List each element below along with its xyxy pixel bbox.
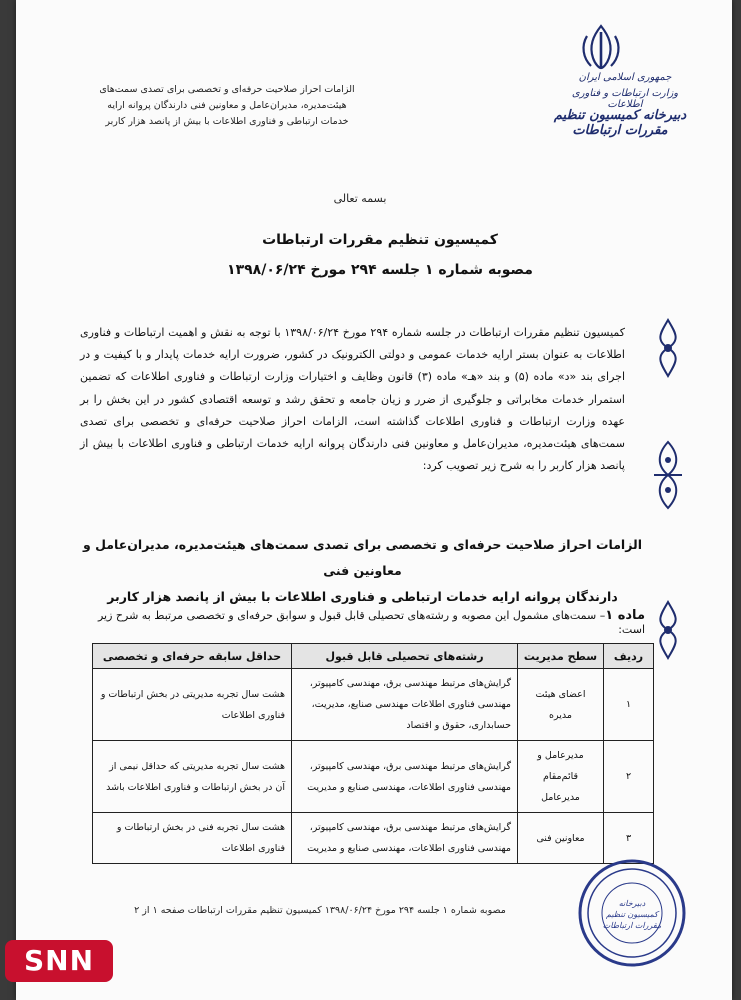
gov-line-secretariat: دبیرخانه کمیسیون تنظیم مقررات ارتباطات bbox=[553, 108, 687, 138]
seal-text bbox=[596, 898, 668, 931]
header-note-line: هیئت‌مدیره، مدیران‌عامل و معاونین فنی دارندگان پروانه ارایه bbox=[107, 100, 347, 111]
gov-line-ministry: وزارت ارتباطات و فناوری اطلاعات bbox=[571, 88, 679, 110]
cell-level: مدیرعامل و قائم‌مقام مدیرعامل bbox=[518, 741, 604, 813]
cell-experience: هشت سال تجربه فنی در بخش ارتباطات و فناوری اطلاعات bbox=[93, 813, 292, 864]
cell-row-num: ۲ bbox=[604, 741, 654, 813]
cell-level: اعضای هیئت مدیره bbox=[518, 669, 604, 741]
cell-experience: هشت سال تجربه مدیریتی در بخش ارتباطات و فناوری اطلاعات bbox=[93, 669, 292, 741]
seal-line: مقررات ارتباطات bbox=[602, 921, 662, 930]
cell-row-num: ۱ bbox=[604, 669, 654, 741]
cell-fields: گرایش‌های مرتبط مهندسی برق، مهندسی کامپیوتر، مهندسی فناوری اطلاعات مهندسی صنایع، مدیریت، حسابداری، حقوق و اقتصاد bbox=[292, 669, 518, 741]
section-heading-line: الزامات احراز صلاحیت حرفه‌ای و تخصصی برای تصدی سمت‌های هیئت‌مدیره، مدیران‌عامل و معاونین فنی bbox=[83, 537, 642, 578]
table-row bbox=[93, 741, 654, 813]
col-header-row-num: ردیف bbox=[604, 644, 654, 669]
requirements-table bbox=[92, 643, 654, 864]
col-header-experience: حداقل سابقه حرفه‌ای و تخصصی bbox=[93, 644, 292, 669]
article-label: ماده ۱ bbox=[605, 608, 645, 623]
document-title: کمیسیون تنظیم مقررات ارتباطات bbox=[262, 232, 498, 248]
article-text: – سمت‌های مشمول این مصوبه و رشته‌های تحصیلی قابل قبول و سوابق حرفه‌ای و تخصصی مرتبط به شرح زیر است: bbox=[97, 609, 645, 636]
bismillah: بسمه تعالی bbox=[333, 192, 387, 205]
header-note-line: الزامات احراز صلاحیت حرفه‌ای و تخصصی برای تصدی سمت‌های bbox=[99, 84, 355, 95]
cell-row-num: ۳ bbox=[604, 813, 654, 864]
cell-level: معاونین فنی bbox=[518, 813, 604, 864]
page-footer: مصوبه شماره ۱ جلسه ۲۹۴ مورخ ۱۳۹۸/۰۶/۲۴ کمیسیون تنظیم مقررات ارتباطات صفحه ۱ از ۲ bbox=[134, 905, 506, 916]
section-heading-line: دارندگان پروانه ارایه خدمات ارتباطی و فناوری اطلاعات با بیش از پانصد هزار کاربر bbox=[107, 589, 618, 604]
table-header-row bbox=[93, 644, 654, 669]
body-paragraph: کمیسیون تنظیم مقررات ارتباطات در جلسه شماره ۲۹۴ مورخ ۱۳۹۸/۰۶/۲۴ با توجه به نقش و اهمیت ارتباطات و فناوری اطلاعات به عنوان بستر ارایه خدمات عمومی و دولتی الکترونیک در کشور، ضرورت ارایه خدمات پایدار و با کیفیت و در اجرای بند «د» ماده (۵) و بند «هـ» ماده (۳) قانون وظایف و اختیارات وزارت ارتباطات و فناوری اطلاعات که تضمین استمرار خدمات مخابراتی و جلوگیری از ضرر و زیان جامعه و تحقق رشد و توسعه اقتصادی کشور در این بخش را بر عهده وزارت ارتباطات و فناوری اطلاعات گذاشته است، الزامات احراز صلاحیت حرفه‌ای و تخصصی برای تصدی سمت‌های هیئت‌مدیره، مدیران‌عامل و معاونین فنی دارندگان پروانه ارایه خدمات ارتباطی و فناوری اطلاعات با بیش از پانصد هزار کاربر را به شرح زیر تصویب کرد: bbox=[80, 326, 626, 473]
snn-watermark-logo: SNN bbox=[5, 940, 113, 982]
seal-line: کمیسیون تنظیم bbox=[606, 910, 658, 919]
table-row bbox=[93, 813, 654, 864]
ornament-icon bbox=[651, 600, 685, 660]
document-subtitle: مصوبه شماره ۱ جلسه ۲۹۴ مورخ ۱۳۹۸/۰۶/۲۴ bbox=[227, 262, 533, 278]
header-note-line: خدمات ارتباطی و فناوری اطلاعات با بیش از پانصد هزار کاربر bbox=[105, 116, 349, 127]
ornament-icon bbox=[651, 440, 685, 510]
gov-line-republic: جمهوری اسلامی ایران bbox=[578, 72, 672, 83]
seal-line: دبیرخانه bbox=[618, 899, 646, 908]
col-header-level: سطح مدیریت bbox=[518, 644, 604, 669]
cell-fields: گرایش‌های مرتبط مهندسی برق، مهندسی کامپیوتر، مهندسی فناوری اطلاعات، مهندسی صنایع و مدیریت bbox=[292, 813, 518, 864]
iran-emblem-icon bbox=[575, 22, 627, 72]
cell-experience: هشت سال تجربه مدیریتی که حداقل نیمی از آن در بخش ارتباطات و فناوری اطلاعات باشد bbox=[93, 741, 292, 813]
article-1 bbox=[80, 608, 645, 636]
table-row bbox=[93, 669, 654, 741]
col-header-fields: رشته‌های تحصیلی قابل قبول bbox=[292, 644, 518, 669]
section-heading bbox=[80, 532, 645, 610]
header-summary bbox=[92, 82, 362, 130]
ornament-icon bbox=[651, 318, 685, 378]
cell-fields: گرایش‌های مرتبط مهندسی برق، مهندسی کامپیوتر، مهندسی فناوری اطلاعات، مهندسی صنایع و مدیریت bbox=[292, 741, 518, 813]
